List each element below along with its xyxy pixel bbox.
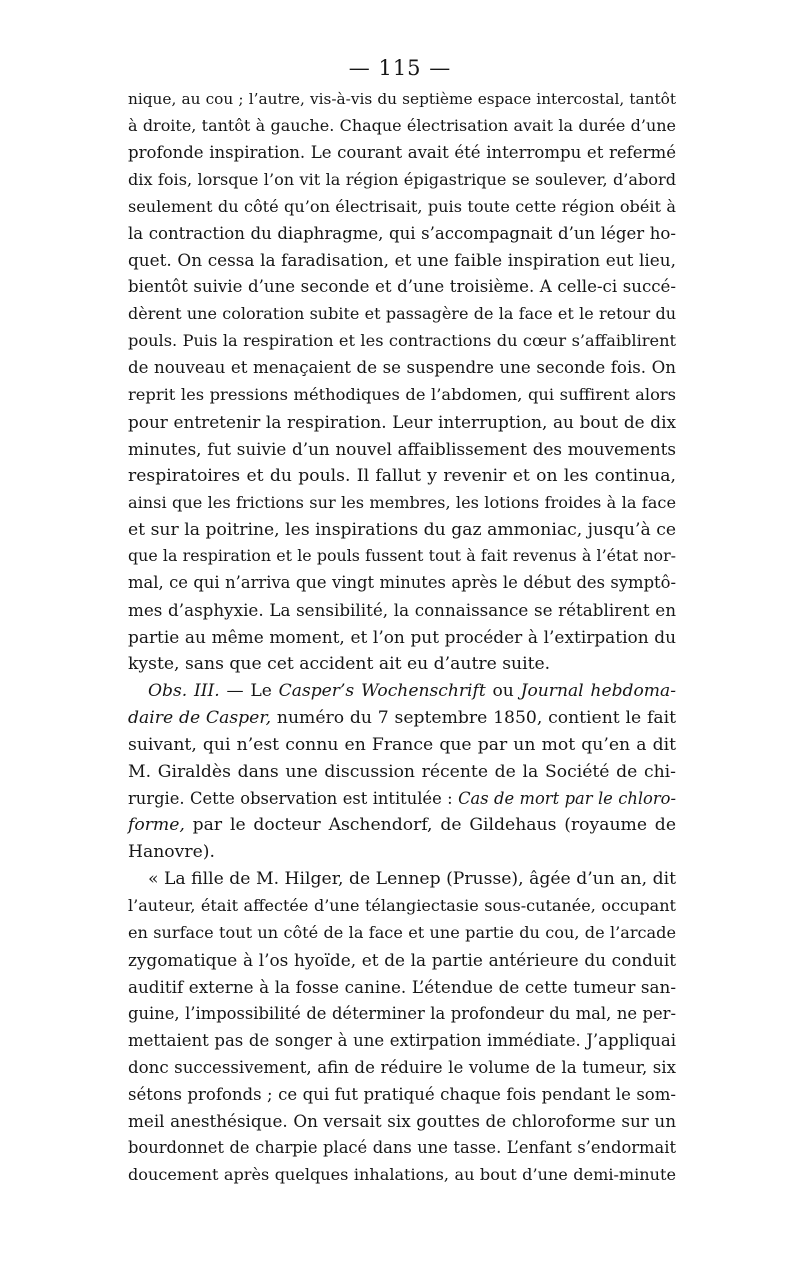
italic-text: Cas de mort par le chloro- [458,788,676,808]
text-line: pouls. Puis la respiration et les contractions du cœur s’affaiblirent [128,331,676,351]
text-line [128,705,676,732]
text-line: mes d’asphyxie. La sensibilité, la connaissance se rétablirent en [128,600,676,621]
text-line: donc successivement, afin de réduire le volume de la tumeur, six [128,1057,676,1077]
text-line: minutes, fut suivie d’un nouvel affaiblissement des mouvements [128,438,676,459]
italic-text: forme, [128,815,185,836]
text-line: en surface tout un côté de la face et une partie du cou, de l’arcade [128,923,676,943]
text-line: de nouveau et menaçaient de se suspendre une seconde fois. On [128,358,676,378]
text-line: bourdonnet de charpie placé dans une tasse. L’enfant s’endormait [128,1138,676,1158]
text-line: que la respiration et le pouls fussent tout à fait revenus à l’état nor- [128,546,676,566]
text-line: bientôt suivie d’une seconde et d’une troisième. A celle-ci succé- [128,277,676,297]
text-line: zygomatique à l’os hyoïde, et de la partie antérieure du conduit [128,950,676,970]
text-segment: — Le [219,680,279,701]
text-line: suivant, qui n’est connu en France que par un mot qu’en a dit [128,734,676,755]
text-line: sétons profonds ; ce qui fut pratiqué chaque fois pendant le som- [128,1084,676,1104]
text-line: kyste, sans que cet accident ait eu d’autre suite. [128,654,551,675]
text-line: ainsi que les frictions sur les membres, les lotions froides à la face [128,492,676,512]
text-line: mettaient pas de songer à une extirpation immédiate. J’appliquai [128,1030,676,1050]
body-text [128,86,676,1189]
text-line [128,812,676,839]
text-line: mal, ce qui n’arriva que vingt minutes après le début des symptô- [128,573,676,593]
text-line [128,678,676,705]
text-line: Hanovre). [128,842,215,863]
text-line: « La fille de M. Hilger, de Lennep (Prusse), âgée d’un an, dit [148,869,676,890]
text-line: à droite, tantôt à gauche. Chaque électrisation avait la durée d’une [128,115,676,135]
text-line: profonde inspiration. Le courant avait été interrompu et refermé [128,142,676,162]
text-line: partie au même moment, et l’on put procéder à l’extirpation du [128,627,676,648]
italic-text: Journal hebdoma- [520,680,676,701]
text-line: guine, l’impossibilité de déterminer la profondeur du mal, ne per- [128,1003,676,1023]
text-line: et sur la poitrine, les inspirations du gaz ammoniac, jusqu’à ce [128,519,676,540]
text-line: dèrent une coloration subite et passagère de la face et le retour du [128,304,676,324]
text-segment: numéro du 7 septembre 1850, contient le fait [271,707,676,728]
italic-text: Obs. III. [148,680,220,701]
text-line: l’auteur, était affectée d’une télangiectasie sous-cutanée, occupant [128,896,676,916]
text-line: pour entretenir la respiration. Leur interruption, au bout de dix [128,411,676,432]
text-line: doucement après quelques inhalations, au bout d’une demi-minute [128,1165,676,1185]
text-line: quet. On cessa la faradisation, et une faible inspiration eut lieu, [128,250,676,271]
page-number: — 115 — [348,56,452,80]
text-segment: rurgie. Cette observation est intitulée : [128,788,459,808]
text-line: la contraction du diaphragme, qui s’accompagnait d’un léger ho- [128,223,676,243]
text-line: meil anesthésique. On versait six gouttes de chloroforme sur un [128,1111,676,1132]
text-line: dix fois, lorsque l’on vit la région épigastrique se soulever, d’abord [128,169,676,189]
text-line: M. Giraldès dans une discussion récente de la Société de chi- [128,761,676,782]
text-line [128,786,676,813]
italic-text: daire de Casper, [128,707,272,728]
text-line: reprit les pressions méthodiques de l’abdomen, qui suffirent alors [128,384,676,404]
text-line: auditif externe à la fosse canine. L’étendue de cette tumeur san- [128,976,676,997]
text-segment: ou [485,680,521,701]
italic-text: Casper’s Wochenschrift [278,680,486,701]
text-line: seulement du côté qu’on électrisait, puis toute cette région obéit à [128,196,676,216]
text-line: respiratoires et du pouls. Il fallut y revenir et on les continua, [128,465,676,486]
text-segment: par le docteur Aschendorf, de Gildehaus (royaume de [184,815,676,836]
text-line: nique, au cou ; l’autre, vis-à-vis du septième espace intercostal, tantôt [128,90,676,108]
